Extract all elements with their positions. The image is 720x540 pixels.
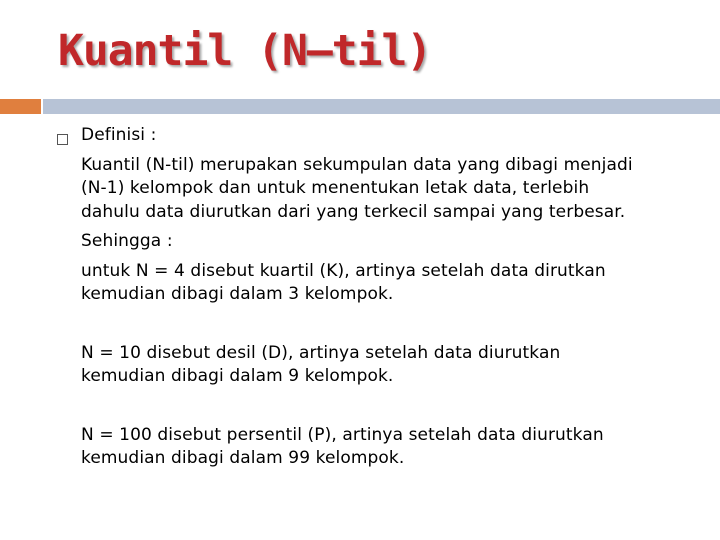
slide-body [81,124,701,471]
kuartil-item: untuk N = 4 disebut kuartil (K), artinya setelah data dirutkan kemudian dibagi dalam 3 kelompok. [81,260,606,304]
desil-item: N = 10 disebut desil (D), artinya setelah data diurutkan kemudian dibagi dalam 9 kelompok. [81,342,561,386]
definition-heading: Definisi : [81,125,157,145]
sehingga-label: Sehingga : [81,231,173,251]
slide-title: Kuantil (N–til) [58,26,432,76]
title-divider-bar [43,99,720,114]
persentil-item: N = 100 disebut persentil (P), artinya setelah data diurutkan kemudian dibagi dalam 99 kelompok. [81,424,604,468]
accent-bar [0,99,41,114]
square-bullet-icon [57,134,68,145]
definition-text: Kuantil (N-til) merupakan sekumpulan data yang dibagi menjadi (N-1) kelompok dan untuk menentukan letak data, terlebih dahulu data diurutkan dari yang terkecil sampai yang terbesar. [81,154,633,222]
